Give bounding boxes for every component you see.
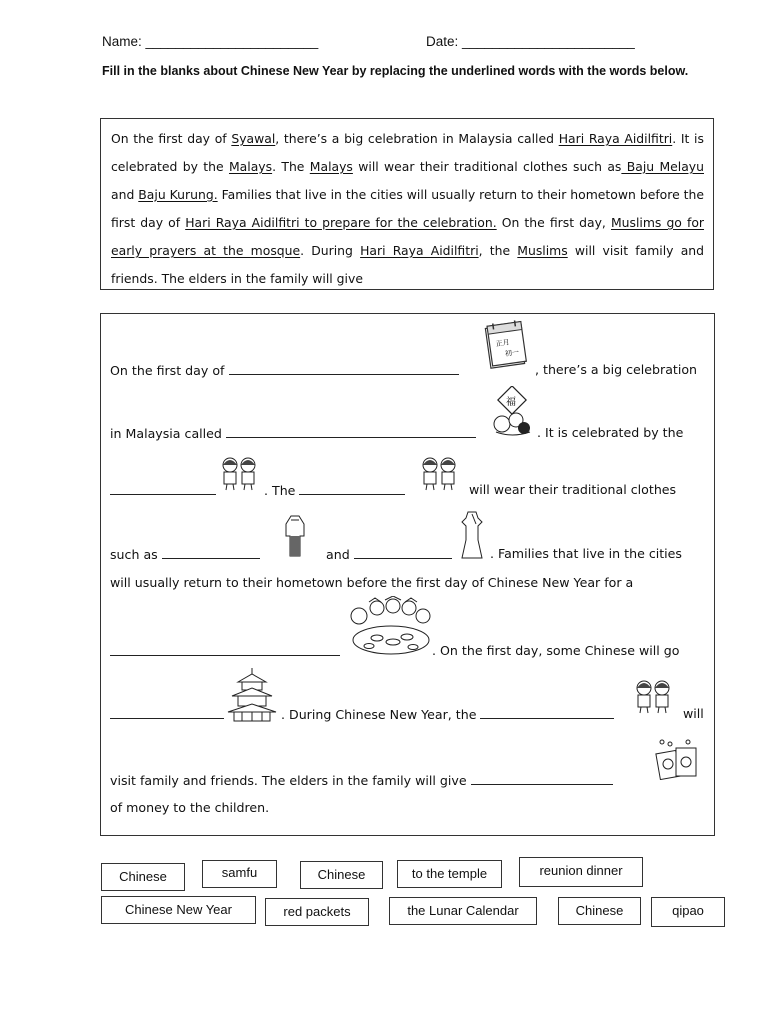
cloze-line-5: [110, 575, 705, 590]
blank-2[interactable]: [226, 425, 476, 438]
passage-text: On the first day of: [111, 131, 232, 146]
underlined-word: Hari Raya Aidilfitri to prepare for the celebration.: [185, 215, 497, 230]
word-card-reunion-dinner[interactable]: reunion dinner: [519, 857, 643, 887]
passage-text: will wear their traditional clothes such as: [352, 159, 622, 174]
blank-4[interactable]: [299, 482, 405, 495]
cloze-line-8: [110, 772, 613, 788]
passage-text: , the: [478, 243, 518, 258]
passage-text: . During: [300, 243, 361, 258]
underlined-word: Syawal: [231, 131, 276, 146]
cloze-line-7-mid: [281, 706, 614, 722]
fu-lantern-icon: [490, 386, 534, 438]
blank-9[interactable]: [480, 706, 614, 719]
word-card-chinese[interactable]: Chinese: [558, 897, 641, 925]
cloze-text: . On the first day, some Chinese will go: [432, 643, 680, 658]
blank-3[interactable]: [110, 482, 216, 495]
qipao-icon: [458, 510, 486, 560]
red-packets-icon: [654, 738, 700, 780]
example-text: [111, 131, 704, 286]
cloze-line-4: [110, 546, 260, 562]
date-blank[interactable]: _______________________: [462, 34, 635, 49]
cloze-text: . During Chinese New Year, the: [281, 707, 477, 722]
underlined-word: Muslims go for early prayers at the mosque: [111, 215, 705, 258]
cloze-line-3: [110, 482, 216, 498]
cloze-text: visit family and friends. The elders in the family will give: [110, 773, 467, 788]
word-card-red-packets[interactable]: red packets: [265, 898, 369, 926]
underlined-word: Baju Melayu: [621, 159, 704, 174]
cloze-text: . It is celebrated by the: [537, 425, 684, 440]
reunion-dinner-icon: [345, 596, 433, 658]
temple-icon: [226, 668, 278, 722]
cloze-text: . The: [264, 483, 296, 498]
cloze-line-1-end: [535, 362, 697, 377]
calendar-month-text: 正月: [495, 338, 511, 349]
children-icon: [632, 678, 676, 714]
underlined-word: Hari Raya Aidilfitri: [360, 243, 479, 258]
samfu-icon: [282, 514, 308, 558]
cloze-line-9: [110, 800, 269, 815]
calendar-day-text: 初一: [504, 348, 520, 359]
cloze-text: On the first day of: [110, 363, 225, 378]
cloze-line-6: [110, 643, 340, 659]
cloze-text: , there’s a big celebration: [535, 362, 698, 377]
cloze-text: will: [683, 706, 704, 721]
underlined-word: Malays: [309, 159, 353, 174]
passage-text: will visit family and friends. The elders in the family will give: [111, 243, 705, 286]
underlined-word: Malays: [228, 159, 273, 174]
word-card-qipao[interactable]: qipao: [651, 897, 725, 927]
passage-text: , there’s a big celebration in Malaysia called: [275, 131, 559, 146]
calendar-icon: [482, 320, 528, 372]
cloze-line-1: [110, 362, 459, 378]
word-card-chinese[interactable]: Chinese: [300, 861, 383, 889]
cloze-line-4-end: [490, 546, 682, 561]
cloze-text: such as: [110, 547, 158, 562]
cloze-line-7-end: [683, 706, 704, 721]
word-card-lunar-calendar[interactable]: the Lunar Calendar: [389, 897, 537, 925]
passage-text: and: [111, 187, 139, 202]
name-field[interactable]: [102, 34, 318, 49]
blank-5[interactable]: [162, 546, 260, 559]
cloze-line-2-end: [537, 425, 683, 440]
blank-8[interactable]: [110, 706, 224, 719]
word-card-samfu[interactable]: samfu: [202, 860, 277, 888]
blank-1[interactable]: [229, 362, 459, 375]
passage-text: On the first day,: [496, 215, 611, 230]
name-label: Name:: [102, 34, 142, 49]
underlined-word: Muslims: [517, 243, 568, 258]
cloze-line-4-mid: [326, 546, 452, 562]
children-icon: [418, 455, 462, 491]
blank-10[interactable]: [471, 772, 613, 785]
word-card-chinese[interactable]: Chinese: [101, 863, 185, 891]
cloze-text: in Malaysia called: [110, 426, 222, 441]
children-icon: [218, 455, 262, 491]
cloze-text: will usually return to their hometown before the first day of Chinese New Year for a: [110, 575, 634, 590]
cloze-line-7: [110, 706, 224, 722]
instructions: Fill in the blanks about Chinese New Year by replacing the underlined words with the words below.: [102, 64, 689, 78]
cloze-line-6-end: [432, 643, 679, 658]
cloze-text: . Families that live in the cities: [490, 546, 682, 561]
blank-7[interactable]: [110, 643, 340, 656]
cloze-text: of money to the children.: [110, 800, 270, 815]
word-card-to-the-temple[interactable]: to the temple: [397, 860, 502, 888]
blank-6[interactable]: [354, 546, 452, 559]
date-label: Date:: [426, 34, 459, 49]
underlined-word: Baju Kurung.: [138, 187, 218, 202]
word-card-chinese-new-year[interactable]: Chinese New Year: [101, 896, 256, 924]
name-blank[interactable]: _______________________: [145, 34, 319, 49]
fu-character: 福: [506, 397, 516, 408]
date-field[interactable]: [426, 34, 635, 49]
cloze-line-3-mid: [264, 482, 405, 498]
example-passage: [100, 118, 714, 290]
cloze-line-2: [110, 425, 476, 441]
cloze-text: and: [326, 547, 350, 562]
cloze-line-3-end: [469, 482, 676, 497]
passage-text: . It is celebrated by the: [111, 131, 704, 174]
passage-text: . The: [272, 159, 310, 174]
cloze-text: will wear their traditional clothes: [469, 482, 677, 497]
passage-text: Families that live in the cities will usually return to their hometown before the first day of: [111, 187, 705, 230]
underlined-word: Hari Raya Aidilfitri: [558, 131, 673, 146]
